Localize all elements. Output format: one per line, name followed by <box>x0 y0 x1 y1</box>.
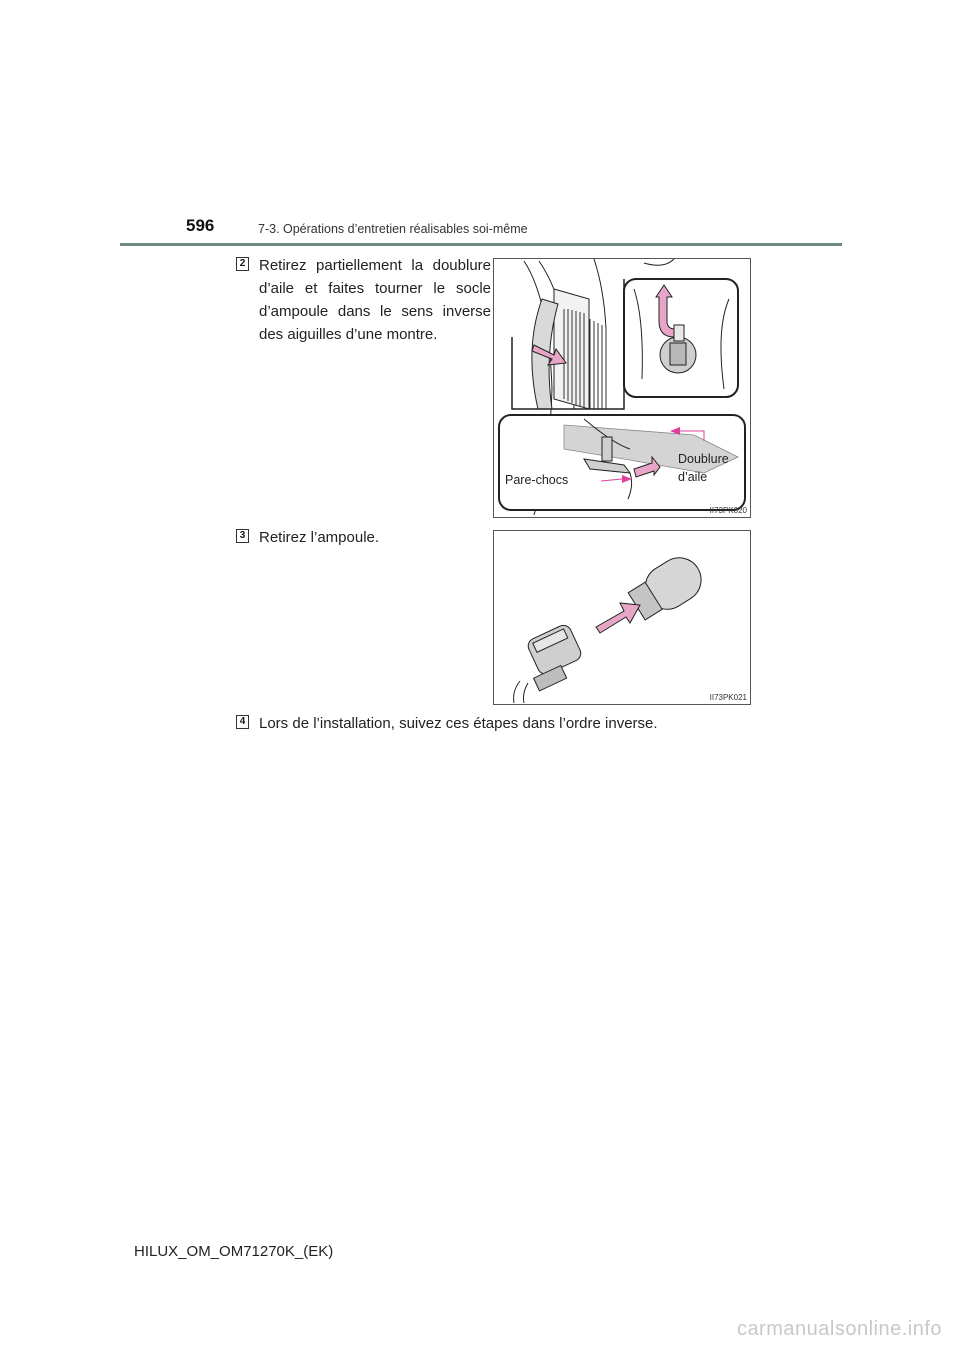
step-2-line-3: d’ampoule dans le sens inverse <box>259 303 491 320</box>
label-fender-liner-line-2: d’aile <box>678 470 708 484</box>
step-2-line-1: Retirez partiellement la doublure <box>259 257 491 274</box>
step-4-text: Lors de l’installation, suivez ces étapes dans l’ordre inverse. <box>259 715 658 732</box>
watermark: carmanualsonline.info <box>736 1318 942 1340</box>
footer-doc-id: HILUX_OM_OM71270K_(EK) <box>134 1243 334 1260</box>
step-3-text: Retirez l’ampoule. <box>259 529 380 546</box>
figure-1-code: II73PK020 <box>709 506 747 515</box>
step-2-text <box>259 254 491 346</box>
figure-bulb-socket <box>493 258 751 518</box>
figure-remove-bulb-illustration <box>494 531 750 704</box>
step-3-badge: 3 <box>236 529 249 543</box>
section-title: 7-3. Opérations d’entretien réalisables soi-même <box>258 222 528 236</box>
label-fender-liner <box>678 450 729 486</box>
label-fender-liner-line-1: Doublure <box>678 452 729 466</box>
step-4-badge: 4 <box>236 715 249 729</box>
header-divider <box>120 243 842 246</box>
step-2-badge: 2 <box>236 257 249 271</box>
step-2-line-2: d’aile et faites tourner le socle <box>259 280 491 297</box>
step-2-line-4: des aiguilles d’une montre. <box>259 326 438 343</box>
figure-remove-bulb <box>493 530 751 705</box>
figure-2-code: II73PK021 <box>709 693 747 702</box>
page-number: 596 <box>186 216 215 235</box>
label-bumper: Pare-chocs <box>505 473 569 487</box>
